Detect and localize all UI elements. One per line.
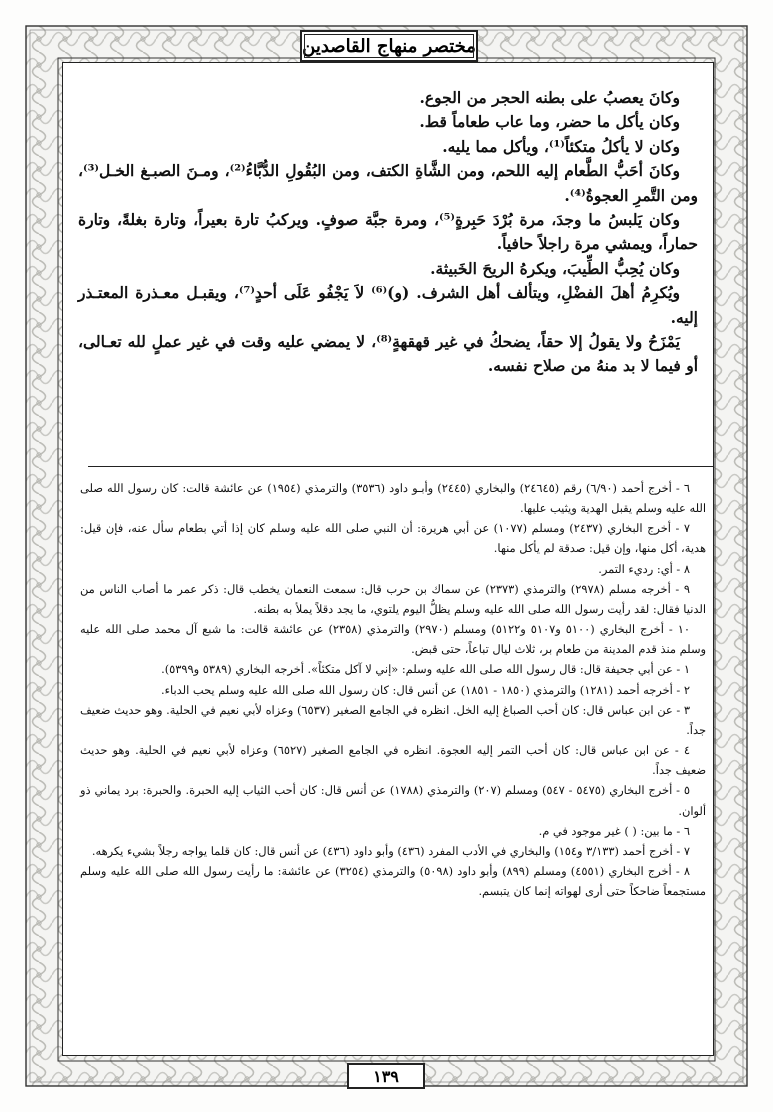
- footnote: ٩ - أخرجه مسلم (٢٩٧٨) والترمذي (٢٣٧٣) عن سماك بن حرب قال: سمعت النعمان يخطب قال: ذكر عمر ما أصاب الناس من الدنيا فقال: لقد رأيت رسول الله صلى الله عليه وسلم يظلُّ اليوم يلتوي، ما يجد دقلاً يملأ به بطنه.: [80, 581, 706, 616]
- paragraph: وكانَ أحَبُّ الطَّعام إليه اللحم، ومن الشَّاةِ الكتف، ومن البُقُولِ الدُّبَّاءُ⁽²⁾، ومـنَ الصبـغ الخـل⁽³⁾، ومن التَّمرِ العجوةُ⁽⁴⁾.: [78, 161, 698, 205]
- footnote: ٦ - أخرج أحمد (٦/٩٠) رقم (٢٤٦٤٥) والبخاري (٢٤٤٥) وأبـو داود (٣٥٣٦) والترمذي (١٩٥٤) عن عائشة قالت: كان رسول الله صلى الله عليه وسلم يقبل الهدية ويثيب عليها.: [80, 481, 706, 516]
- footnote: ٦ - ما بين: ( ) غير موجود في م.: [538, 823, 690, 838]
- main-text: [78, 86, 698, 379]
- footnote: ٨ - أي: رديء التمر.: [598, 561, 690, 576]
- footnote: ٥ - أخرج البخاري (٥٤٧٥ - ٥٤٧) ومسلم (٢٠٧) والترمذي (١٧٨٨) عن أنس قال: كان أحب الثياب إليه الحبرة. والحبرة: برد يماني ذو ألوان.: [80, 783, 706, 818]
- paragraph: وكانَ يعصبُ على بطنه الحجر من الجوع.: [419, 88, 680, 107]
- footnote: ٣ - عن ابن عباس قال: كان أحب الصباغ إليه الخل. انظره في الجامع الصغير (٦٥٣٧) وعزاه لأبي نعيم في الحلية. وهو حديث ضعيف جداً.: [80, 702, 706, 737]
- page-number-box: [347, 1063, 425, 1089]
- book-title: مختصر منهاج القاصدين: [302, 35, 476, 57]
- footnote-separator: [88, 466, 714, 467]
- page-number: ١٣٩: [373, 1066, 399, 1086]
- footnote: ٧ - أخرج أحمد (٣/١٣٣ و١٥٤) والبخاري في الأدب المفرد (٤٣٦) وأبو داود (٤٣٦) عن أنس قال: كان قلما يواجه رجلاً بشيء يكرهه.: [91, 843, 690, 858]
- footnote: ٢ - أخرجه أحمد (١٢٨١) والترمذي (١٨٥٠ - ١٨٥١) عن أنس قال: كان رسول الله صلى الله عليه وسلم يحب الدباء.: [161, 682, 690, 697]
- footnote: ١ - عن أبي جحيفة قال: قال رسول الله صلى الله عليه وسلم: «إني لا آكل متكئاً». أخرجه البخاري (٥٣٨٩ و٥٣٩٩).: [161, 662, 690, 677]
- paragraph: وكان يَلبسُ ما وجدَ، مرة بُرْدَ حَبِرةٍ⁽⁵⁾، ومرة جبَّة صوفٍ. ويركبُ تارة بعيراً، وتارة بغلةً، وتارة حماراً، ويمشي مرة راجلاً حافياً.: [78, 210, 698, 254]
- footnote: ٨ - أخرج البخاري (٤٥٥١) ومسلم (٨٩٩) وأبو داود (٥٠٩٨) والترمذي (٣٢٥٤) عن عائشة: ما رأيت رسول الله صلى الله عليه وسلم مستجمعاً ضاحكاً حتى أرى لهواته إنما كان يتبسم.: [80, 863, 706, 899]
- paragraph: وكان يُحِبُّ الطِّيبَ، ويكرهُ الريحَ الخَبيثة.: [430, 258, 680, 278]
- paragraph: وكان لا يأكلُ متكئاً⁽¹⁾، ويأكل مما يليه.: [442, 136, 680, 156]
- paragraph: وكان يأكل ما حضر، وما عاب طعاماً قط.: [419, 112, 680, 132]
- footnotes: [80, 478, 706, 901]
- paragraph: ويُكرِمُ أهلَ الفضْلِ، ويتألف أهل الشرف. (و)⁽⁶⁾ لاَ يَجْفُو عَلَى أحدٍ⁽⁷⁾، ويقبـل معـذرة المعتـذر إليه.: [78, 283, 698, 327]
- running-header: [300, 30, 478, 62]
- footnote: ٧ - أخرج البخاري (٢٤٣٧) ومسلم (١٠٧٧) عن أبي هريرة: أن النبي صلى الله عليه وسلم كان إذا أتي بطعام سأل عنه، فإن قيل: هدية، أكل منها، وإن قيل: صدقة لم يأكل منها.: [80, 521, 706, 556]
- paragraph: يَمْزَحُ ولا يقولُ إلا حقاً، يضحكُ في غير قهقهةٍ⁽⁸⁾، لا يمضي عليه وقت في غير عملٍ لله تعـالى، أو فيما لا بد منهُ من صلاح نفسه.: [78, 332, 698, 376]
- footnote: ٤ - عن ابن عباس قال: كان أحب التمر إليه العجوة. انظره في الجامع الصغير (٦٥٢٧) وعزاه لأبي نعيم في الحلية. وهو حديث ضعيف جداً.: [80, 743, 706, 778]
- footnote: ١٠ - أخرج البخاري (٥١٠٠ و٥١٠٧ و٥١٢٢) ومسلم (٢٩٧٠) والترمذي (٢٣٥٨) عن عائشة قالت: ما شبع آل محمد صلى الله عليه وسلم منذ قدم المدينة من طعام بر، ثلاث ليال تباعاً، حتى قبض.: [80, 622, 706, 657]
